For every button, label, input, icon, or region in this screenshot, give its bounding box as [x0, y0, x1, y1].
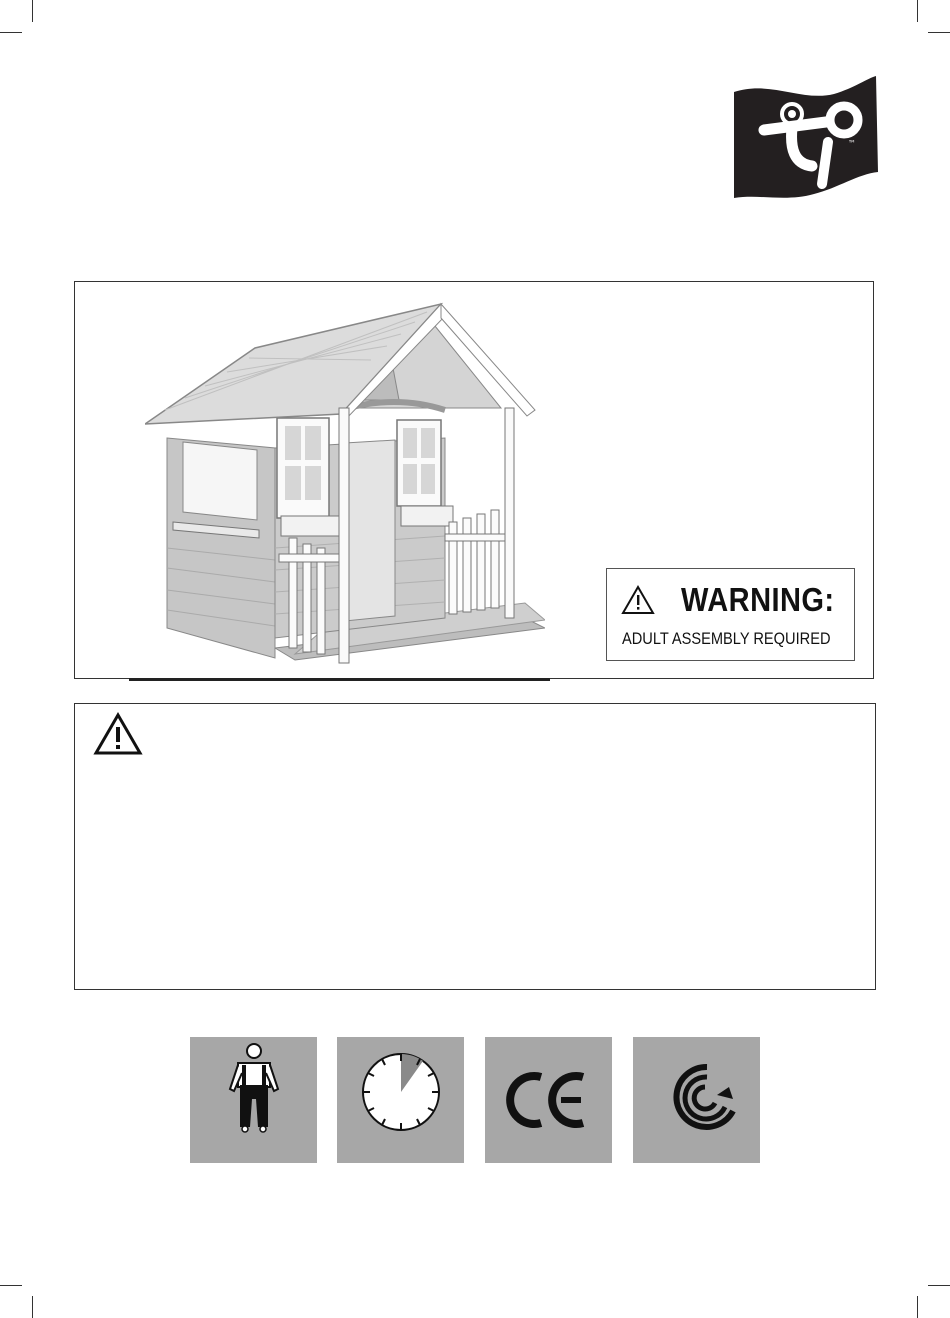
safety-notice-panel [74, 703, 876, 990]
warning-title: WARNING: [681, 581, 835, 618]
warning-triangle-icon [621, 585, 655, 615]
wooden-playhouse-illustration [145, 298, 545, 673]
crop-mark-top-left-h [0, 32, 22, 33]
adult-assembly-person-icon [190, 1037, 317, 1163]
crop-mark-bottom-right-v [917, 1296, 918, 1318]
crop-mark-bottom-left-h [0, 1285, 22, 1286]
crop-mark-top-left-v [32, 0, 33, 22]
crop-mark-bottom-left-v [32, 1296, 33, 1318]
product-image-panel [74, 281, 874, 679]
warning-label [606, 568, 855, 661]
tp-logo-icon [730, 72, 880, 204]
assembly-time-clock-icon [337, 1037, 464, 1163]
crop-mark-bottom-right-h [928, 1285, 950, 1286]
trademark-symbol: ™ [848, 139, 856, 148]
small-parts-choking-icon [633, 1037, 760, 1163]
warning-triangle-icon [93, 712, 143, 756]
ce-mark-icon [485, 1037, 612, 1163]
crop-mark-top-right-v [917, 0, 918, 22]
warning-subtitle: ADULT ASSEMBLY REQUIRED [622, 629, 831, 648]
crop-mark-top-right-h [928, 32, 950, 33]
illustration-underline [129, 678, 550, 681]
